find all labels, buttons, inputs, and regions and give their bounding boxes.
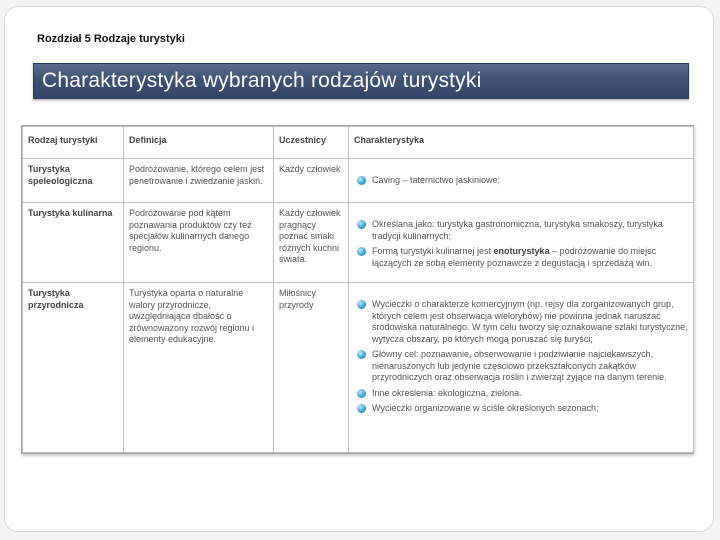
table-row	[23, 203, 694, 283]
chapter-label: Rozdział 5 Rodzaje turystyki	[37, 33, 185, 45]
header-participants: Uczestnicy	[274, 127, 349, 159]
header-definition: Definicja	[124, 127, 274, 159]
list-item: Formą turystyki kulinarnej jest enoturystyka – podróżowanie do miejsc łączących ze sobą elementy poznawcze z degustacją i sprzedażą win.	[354, 246, 688, 269]
header-characteristics: Charakterystyka	[349, 127, 694, 159]
list-item: Określana jako: turystyka gastronomiczna, turystyka smakoszy, turystyka tradycji kulinarnych;	[354, 219, 688, 242]
row-participants: Każdy człowiek	[274, 159, 349, 203]
row-definition: Turystyka oparta o naturalne walory przyrodnicze, uwzględniająca dbałość o zrównoważony rozwój regionu i elementy edukacyjne.	[124, 283, 274, 453]
row-characteristics	[349, 159, 694, 203]
row-definition: Podróżowanie pod kątem poznawania produktów czy też specjałów kulinarnych danego regionu.	[124, 203, 274, 283]
row-name: Turystyka kulinarna	[23, 203, 124, 283]
row-name: Turystyka przyrodnicza	[23, 283, 124, 453]
highlight-term: enoturystyka	[493, 246, 550, 256]
table-row	[23, 159, 694, 203]
row-characteristics	[349, 283, 694, 453]
list-item: Wycieczki organizowane w ściśle określonych sezonach;	[354, 403, 688, 415]
list-item: Wycieczki o charakterze komercyjnym (np. rejsy dla zorganizowanych grup, których celem jest obserwacja wielorybów) nie powinna jednak naruszać środowiska naturalnego. W tym celu tworzy się oznakowane szlaki turystyczne, wytycza obszary, po których mogą poruszać się turyści;	[354, 299, 688, 345]
table-header-row	[23, 127, 694, 159]
row-characteristics	[349, 203, 694, 283]
list-item: Caving – taternictwo jaskiniowe;	[354, 175, 688, 187]
tourism-table	[21, 125, 694, 454]
title-bar	[33, 63, 689, 99]
row-participants: Miłośnicy przyrody	[274, 283, 349, 453]
header-type: Rodzaj turystyki	[23, 127, 124, 159]
bullet-icon	[357, 404, 366, 413]
table-row	[23, 283, 694, 453]
page-title: Charakterystyka wybranych rodzajów turystyki	[42, 69, 482, 92]
bullet-icon	[357, 247, 366, 256]
row-definition: Podróżowanie, którego celem jest penetrowanie i zwiedzanie jaskiń.	[124, 159, 274, 203]
bullet-icon	[357, 300, 366, 309]
row-participants: Każdy człowiek pragnący poznać smaki różnych kuchni świata.	[274, 203, 349, 283]
bullet-icon	[357, 220, 366, 229]
bullet-icon	[357, 176, 366, 185]
row-name: Turystyka speleologiczna	[23, 159, 124, 203]
bullet-icon	[357, 389, 366, 398]
list-item: Inne określenia: ekologiczna, zielona.	[354, 388, 688, 400]
bullet-icon	[357, 350, 366, 359]
list-item: Główny cel: poznawanie, obserwowanie i podziwianie najciekawszych, nienaruszonych lub jedynie częściowo przekształconych zakątków przyrodniczych oraz obserwacja roślin i zwierząt żyjące na danym terenie.	[354, 349, 688, 384]
